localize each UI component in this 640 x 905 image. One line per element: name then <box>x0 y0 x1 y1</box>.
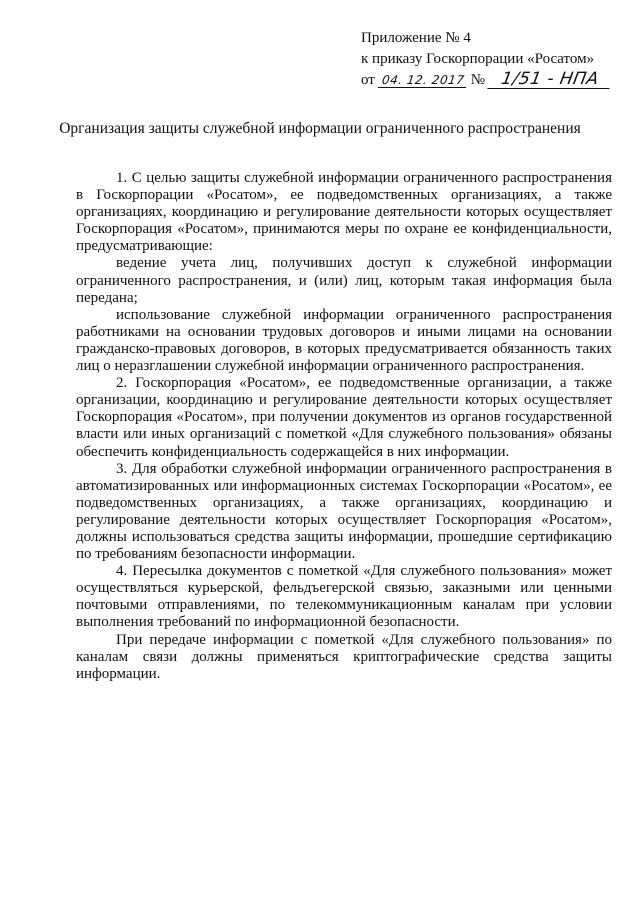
appendix-header <box>361 28 621 91</box>
appendix-number: Приложение № 4 <box>361 30 471 46</box>
handwritten-date: 04. 12. 2017 <box>378 73 468 88</box>
paragraph-4: 4. Пересылка документов с пометкой «Для служебного пользования» может осуществляться курьерской, фельдъегерской связью, заказными или ценными почтовыми отправлениями, по телекоммуникационным каналам при условии выполнения требований по информационной безопасности. <box>76 563 612 631</box>
paragraph-5: При передаче информации с пометкой «Для служебного пользования» по каналам связи должны применяться криптографические средства защиты информации. <box>76 631 612 682</box>
paragraph-3: 3. Для обработки служебной информации ограниченного распространения в автоматизированных или информационных системах Госкорпорации «Росатом», ее подведомственных организациях, а также организациях, координацию и регулирование деятельности которых осуществляет Госкорпорация «Росатом», должны использоваться средства защиты информации, прошедшие сертификацию по требованиям безопасности информации. <box>76 460 612 563</box>
document-body <box>76 170 612 683</box>
document-title: Организация защиты служебной информации ограниченного распространения <box>59 120 581 137</box>
paragraph-1-item-registration: ведение учета лиц, получивших доступ к служебной информации ограниченного распространения, и (или) лиц, которым такая информация была передана; <box>76 255 612 306</box>
handwritten-order-number: 1/51 - НПА <box>487 70 612 89</box>
from-label: от <box>361 72 375 88</box>
paragraph-2: 2. Госкорпорация «Росатом», ее подведомственные организации, а также организации, координацию и регулирование деятельности которых осуществляет Госкорпорация «Росатом», при получении документов из органов государственной власти или иных организаций с пометкой «Для служебного пользования» обязаны обеспечить конфиденциальность содержащейся в них информации. <box>76 375 612 460</box>
order-date-number-line <box>361 70 621 91</box>
paragraph-1: 1. С целью защиты служебной информации ограниченного распространения в Госкорпорации «Росатом», ее подведомственных организациях, а также организациях, координацию и регулирование деятельности которых осуществляет Госкорпорация «Росатом», принимаются меры по охране ее конфиденциальности, предусматривающие: <box>76 170 612 255</box>
paragraph-1-item-usage: использование служебной информации ограниченного распространения работниками на основании трудовых договоров и иными лицами на основании гражданско-правовых договоров, в которых предусматривается обязанность таких лиц о неразглашении служебной информации ограниченного распространения. <box>76 306 612 375</box>
order-reference: к приказу Госкорпорации «Росатом» <box>361 51 595 67</box>
number-label: № <box>470 72 486 88</box>
